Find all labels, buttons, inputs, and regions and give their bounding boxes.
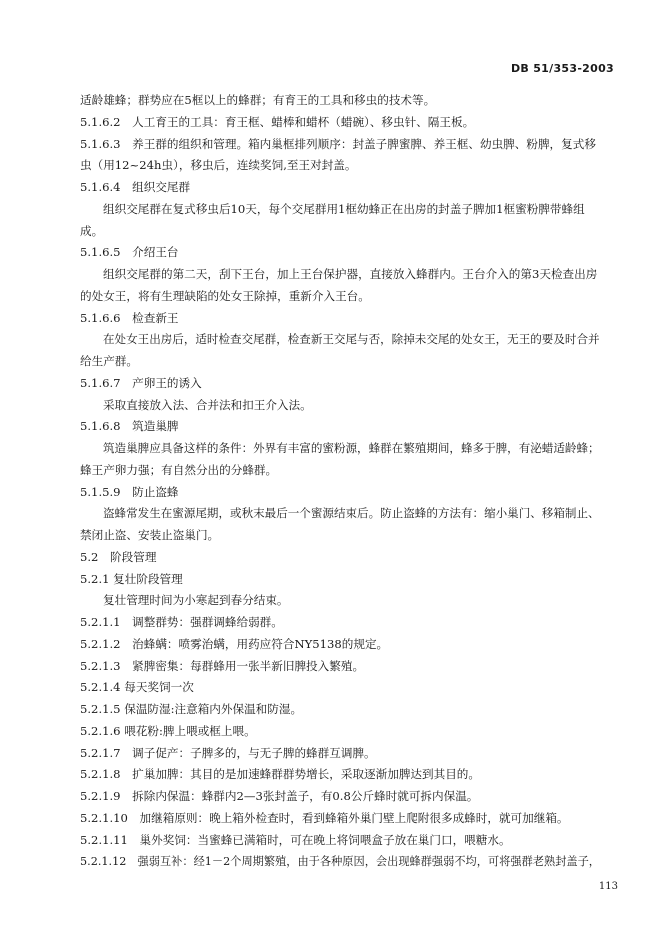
section-heading: 5.1.6.7 产卵王的诱入	[80, 376, 202, 390]
text-line: 5.2.1.8 扩巢加脾：其目的是加速蜂群群势增长，采取逐渐加脾达到其目的。	[80, 767, 480, 781]
text-line: 5.1.6.2 人工育王的工具：育王框、蜡棒和蜡杯（蜡碗）、移虫针、隔王板。	[80, 115, 475, 129]
page-number: 113	[598, 881, 618, 892]
text-line: 5.2.1.10 加继箱原则：晚上箱外检查时，看到蜂箱外巢门壁上爬附很多成蜂时，就可加继箱。	[80, 811, 569, 825]
section-heading: 5.1.6.6 检查新王	[80, 311, 179, 325]
text-line: 禁闭止盗、安装止盗巢门。	[80, 528, 220, 542]
text-line: 5.2.1.1 调整群势：强群调蜂给弱群。	[80, 615, 283, 629]
text-line: 成。	[80, 224, 104, 238]
text-line: 适龄雄蜂；群势应在5框以上的蜂群；有育王的工具和移虫的技术等。	[80, 93, 436, 107]
text-line: 5.2.1.9 拆除内保温：蜂群内2—3张封盖子，有0.8公斤蜂时就可拆内保温。	[80, 789, 479, 803]
text-line: 5.2.1.11 巢外奖饲：当蜜蜂已满箱时，可在晚上将饲喂盒子放在巢门口，喂糖水。	[80, 833, 511, 847]
text-line: 蜂王产卵力强；有自然分出的分蜂群。	[80, 463, 278, 477]
text-line: 5.1.6.3 养王群的组织和管理。箱内巢框排列顺序：封盖子脾蜜脾、养王框、幼虫脾、粉脾，复式移	[80, 137, 596, 151]
text-line: 的处女王，将有生理缺陷的处女王除掉，重新介入王台。	[80, 289, 370, 303]
text-line: 5.2.1.2 治蜂螨：喷雾治螨，用药应符合NY5138的规定。	[80, 637, 389, 651]
section-heading: 5.1.6.4 组织交尾群	[80, 180, 191, 194]
text-line: 采取直接放入法、合并法和扣王介入法。	[103, 398, 312, 412]
text-line: 盗蜂常发生在蜜源尾期，或秋末最后一个蜜源结束后。防止盗蜂的方法有：缩小巢门、移箱制止、	[103, 506, 600, 520]
text-line: 5.2.1.7 调子促产：子脾多的，与无子脾的蜂群互调脾。	[80, 746, 376, 760]
section-heading: 5.2 阶段管理	[80, 550, 157, 564]
text-line: 复壮管理时间为小寒起到春分结束。	[103, 593, 289, 607]
text-line: 5.2.1.3 紧脾密集：每群蜂用一张半新旧脾投入繁殖。	[80, 659, 365, 673]
section-heading: 5.1.6.8 筑造巢脾	[80, 419, 179, 433]
text-line: 5.2.1.12 强弱互补：经1－2个周期繁殖，由于各种原因，会出现蜂群强弱不均，可将强群老熟封盖子，	[80, 854, 601, 868]
text-line: 给生产群。	[80, 354, 138, 368]
text-line: 组织交尾群在复式移虫后10天，每个交尾群用1框幼蜂正在出房的封盖子脾加1框蜜粉脾带蜂组	[103, 202, 585, 216]
text-line: 组织交尾群的第二天，刮下王台，加上王台保护器，直接放入蜂群内。王台介入的第3天检查出房	[103, 267, 598, 281]
text-line: 在处女王出房后，适时检查交尾群，检查新王交尾与否，除掉未交尾的处女王，无王的要及时合并	[103, 332, 600, 346]
doc-code-header: DB 51/353-2003	[510, 62, 614, 75]
text-line: 筑造巢脾应具备这样的条件：外界有丰富的蜜粉源，蜂群在繁殖期间，蜂多于脾，有泌蜡适龄蜂；	[103, 441, 600, 455]
section-heading: 5.1.6.5 介绍王台	[80, 245, 179, 259]
text-line: 5.2.1.4 每天奖饲一次	[80, 680, 194, 694]
section-heading: 5.1.5.9 防止盗蜂	[80, 485, 179, 499]
text-line: 5.2.1.6 喂花粉:脾上喂或框上喂。	[80, 724, 256, 738]
text-line: 虫（用12~24h虫），移虫后，连续奖饲,至王对封盖。	[80, 158, 357, 172]
text-line: 5.2.1.5 保温防湿:注意箱内外保温和防湿。	[80, 702, 303, 716]
section-heading: 5.2.1 复壮阶段管理	[80, 572, 183, 586]
